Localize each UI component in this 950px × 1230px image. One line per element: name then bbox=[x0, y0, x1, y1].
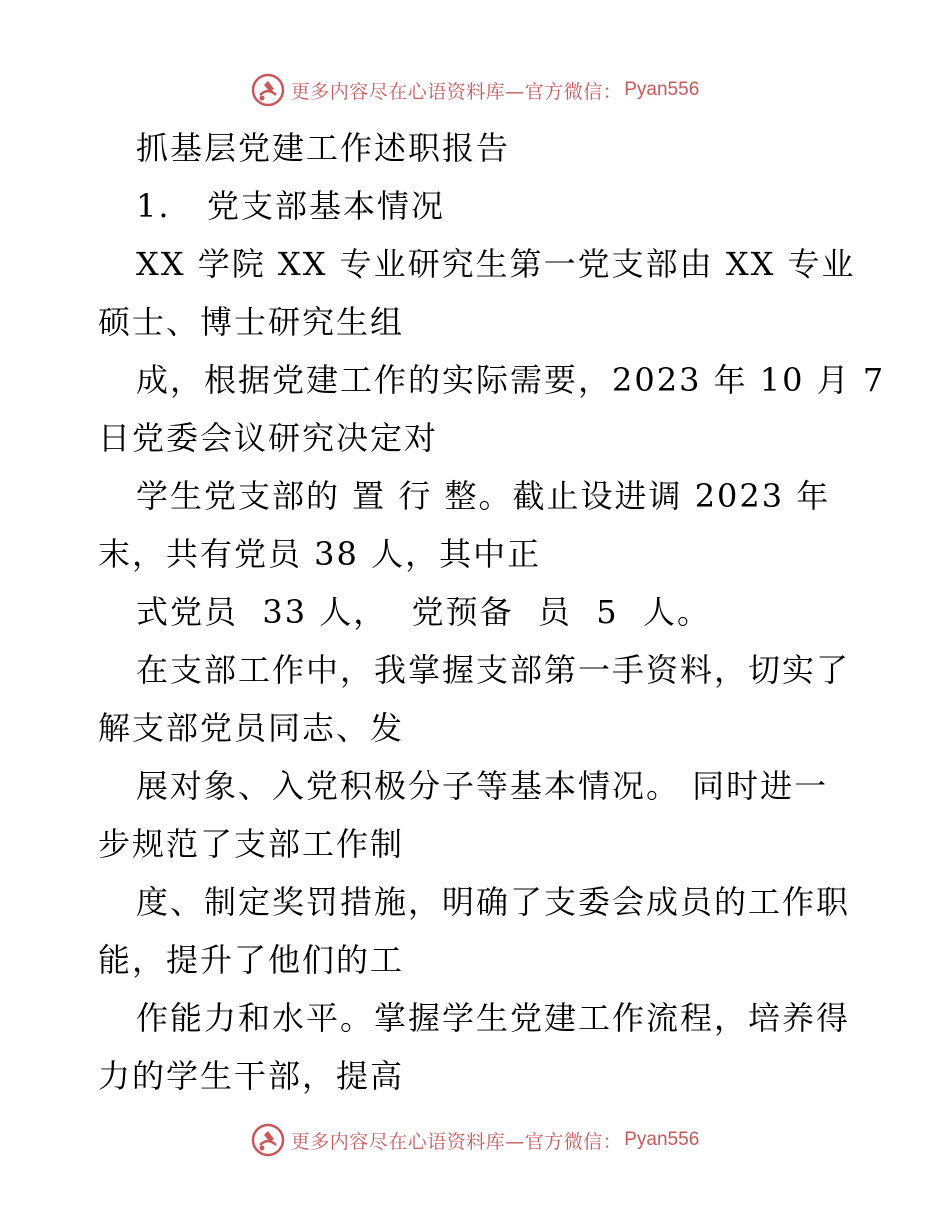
watermark-wechat-id: Pyan556 bbox=[624, 1129, 700, 1150]
watermark-text: 更多内容尽在心语资料库—官方微信： bbox=[290, 1130, 623, 1153]
paragraph-line: 力的学生干部，提高 bbox=[98, 1057, 405, 1095]
watermark-wechat-id: Pyan556 bbox=[624, 79, 700, 100]
paragraph-line: 步规范了支部工作制 bbox=[98, 825, 405, 863]
footer-watermark bbox=[0, 1120, 950, 1160]
paragraph-line: 在支部工作中，我掌握支部第一手资料，切实了 bbox=[136, 651, 851, 689]
paragraph-line: 末，共有党员 38 人，其中正 bbox=[98, 535, 542, 573]
paragraph-line: 日党委会议研究决定对 bbox=[98, 419, 439, 457]
watermark-text: 更多内容尽在心语资料库—官方微信： bbox=[290, 80, 623, 103]
document-title: 抓基层党建工作述职报告 bbox=[136, 129, 511, 167]
paragraph-line: 作能力和水平。掌握学生党建工作流程，培养得 bbox=[136, 999, 851, 1037]
paragraph-line: 解支部党员同志、发 bbox=[98, 709, 405, 747]
paragraph-line: 展对象、入党积极分子等基本情况。 同时进一 bbox=[136, 767, 829, 805]
paragraph-line: 学生党支部的 置 行 整。截止设进调 2023 年 bbox=[136, 477, 831, 515]
book-pen-logo-icon bbox=[251, 73, 285, 107]
paragraph-line: 度、制定奖罚措施，明确了支委会成员的工作职 bbox=[136, 883, 851, 921]
paragraph-line: 硕士、博士研究生组 bbox=[98, 303, 405, 341]
paragraph-line: 式党员 33 人， 党预备 员 5 人。 bbox=[136, 593, 711, 631]
book-pen-logo-icon bbox=[251, 1123, 285, 1157]
paragraph-line: 成，根据党建工作的实际需要，2023 年 10 月 7 bbox=[136, 361, 886, 399]
paragraph-line: XX 学院 XX 专业研究生第一党支部由 XX 专业 bbox=[136, 245, 856, 283]
header-watermark bbox=[0, 70, 950, 110]
paragraph-line: 能，提升了他们的工 bbox=[98, 941, 405, 979]
section-heading: 1. 党支部基本情况 bbox=[136, 187, 446, 225]
